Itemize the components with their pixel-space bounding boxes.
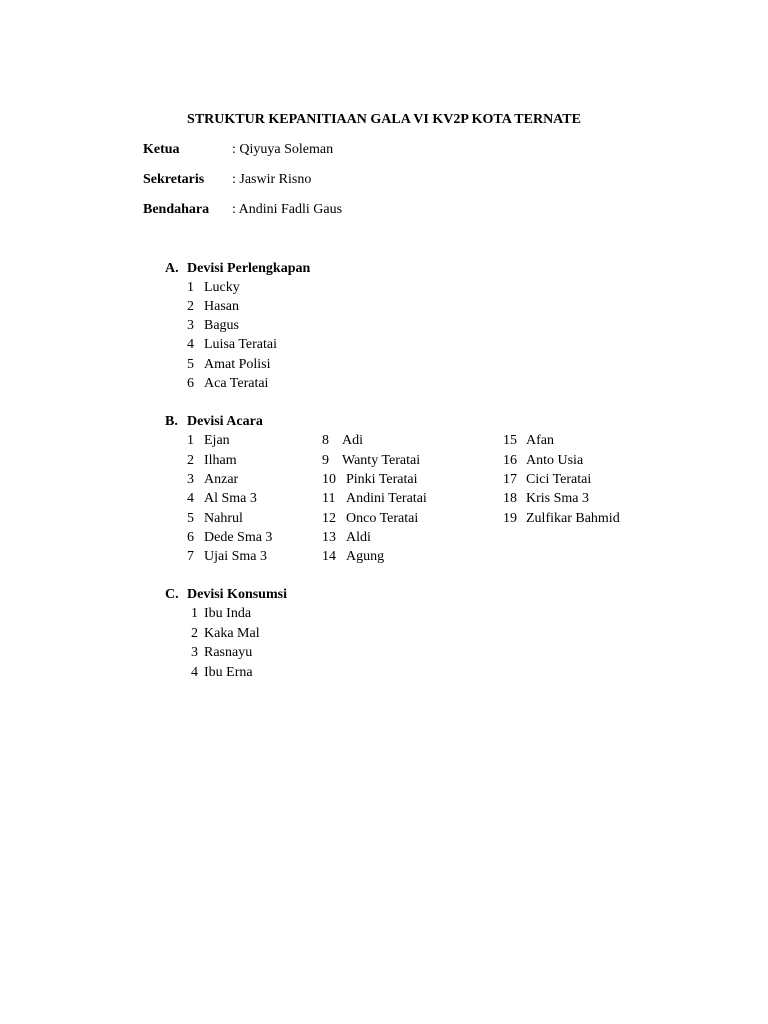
member-number: 1 [187,280,194,295]
section-letter: A. [165,261,179,276]
officer-value-bendahara: : Andini Fadli Gaus [232,202,343,217]
member-name: Cici Teratai [526,472,592,487]
member-name: Ibu Inda [204,606,252,621]
officer-value-sekretaris: : Jaswir Risno [232,172,312,187]
member-name: Ujai Sma 3 [204,549,267,564]
member-name: Ilham [204,453,237,468]
member-number: 10 [322,472,336,487]
member-name: Onco Teratai [346,511,419,526]
member-number: 1 [191,606,198,621]
member-number: 2 [187,453,194,468]
member-number: 6 [187,530,194,545]
member-number: 12 [322,511,336,526]
member-name: Amat Polisi [204,357,271,372]
member-number: 15 [503,433,517,448]
member-name: Pinki Teratai [346,472,418,487]
member-number: 17 [503,472,517,487]
member-name: Lucky [204,280,240,295]
section-title-perlengkapan: Devisi Perlengkapan [187,261,311,276]
section-title-konsumsi: Devisi Konsumsi [187,587,287,602]
member-name: Bagus [204,318,239,333]
section-title-acara: Devisi Acara [187,414,263,429]
member-name: Afan [526,433,554,448]
member-name: Anzar [204,472,239,487]
member-number: 16 [503,453,517,468]
member-name: Kris Sma 3 [526,491,589,506]
member-name: Agung [346,549,385,564]
member-number: 7 [187,549,194,564]
member-number: 3 [187,318,194,333]
member-name: Al Sma 3 [204,491,257,506]
member-number: 5 [187,357,194,372]
member-name: Ibu Erna [204,665,253,680]
member-number: 11 [322,491,336,506]
officer-value-ketua: : Qiyuya Soleman [232,142,334,157]
member-name: Ejan [204,433,230,448]
member-number: 4 [187,337,194,352]
member-number: 2 [187,299,194,314]
officer-label-ketua: Ketua [143,142,180,157]
member-number: 2 [191,626,198,641]
member-name: Aca Teratai [204,376,269,391]
member-number: 5 [187,511,194,526]
member-name: Kaka Mal [204,626,260,641]
member-name: Hasan [204,299,239,314]
document-title: STRUKTUR KEPANITIAAN GALA VI KV2P KOTA TERNATE [187,112,581,127]
member-number: 9 [322,453,329,468]
section-letter: B. [165,414,178,429]
member-number: 18 [503,491,517,506]
member-name: Anto Usia [526,453,584,468]
member-name: Dede Sma 3 [204,530,273,545]
member-number: 4 [187,491,194,506]
member-name: Wanty Teratai [342,453,421,468]
member-number: 8 [322,433,329,448]
member-name: Andini Teratai [346,491,427,506]
member-name: Rasnayu [204,645,253,660]
member-name: Nahrul [204,511,243,526]
member-number: 4 [191,665,198,680]
member-name: Aldi [346,530,371,545]
member-name: Luisa Teratai [204,337,278,352]
member-number: 13 [322,530,336,545]
member-number: 3 [191,645,198,660]
member-number: 1 [187,433,194,448]
member-number: 14 [322,549,336,564]
officer-label-bendahara: Bendahara [143,202,210,217]
officer-label-sekretaris: Sekretaris [143,172,205,187]
member-name: Adi [342,433,363,448]
member-number: 3 [187,472,194,487]
section-letter: C. [165,587,179,602]
member-number: 6 [187,376,194,391]
member-number: 19 [503,511,517,526]
member-name: Zulfikar Bahmid [526,511,620,526]
